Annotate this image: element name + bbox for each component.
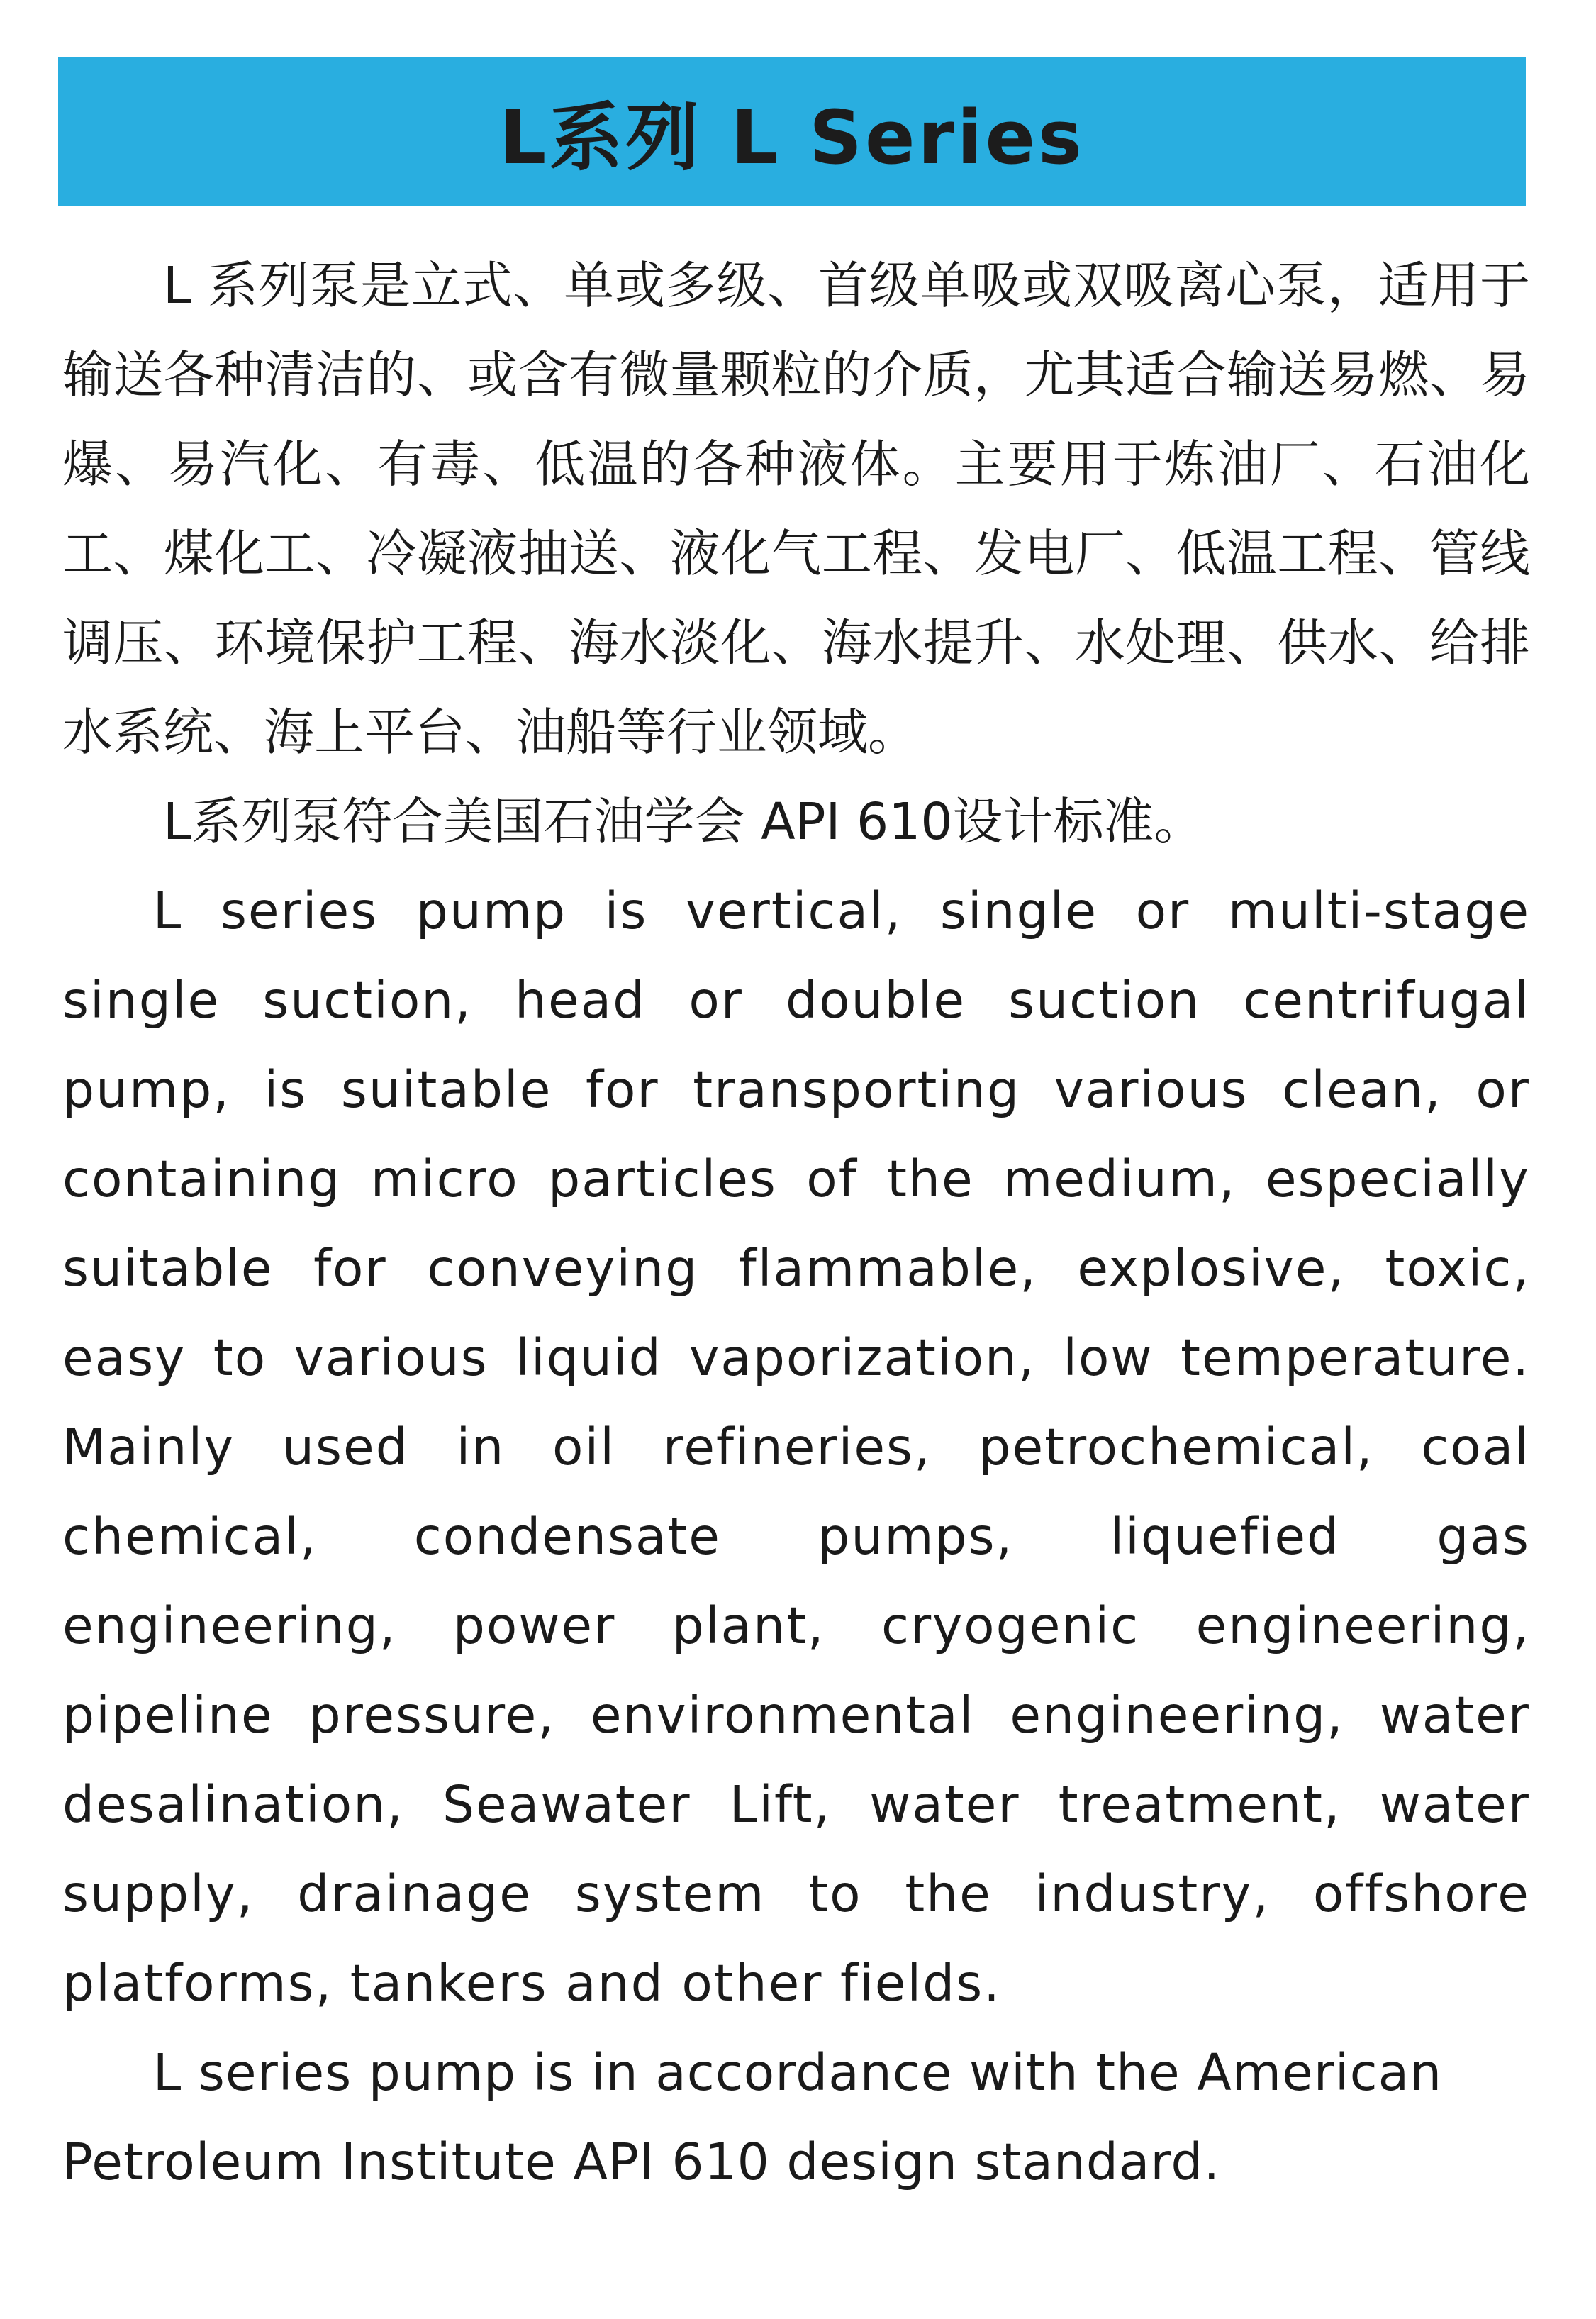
english-intro-paragraph: L series pump is vertical, single or multi-stage single suction, head or double suction centrifugal pump, is suitable for transporting various clean, or containing micro particles of the medium, especially suitable for conveying flammable, explosive, toxic, easy to various liquid vaporization, low temperature. Mainly used in oil refineries, petrochemical, coal chemical, condensate pumps, liquefied gas engineering, power plant, cryogenic engineering, pipeline pressure, environmental engineering, water desalination, Seawater Lift, water treatment, water supply, drainage system to the industry, offshore platforms, tankers and other fields.: [62, 882, 1530, 2013]
chinese-intro-paragraph: L 系列泵是立式、单或多级、首级单吸或双吸离心泵，适用于输送各种清洁的、或含有微量颗粒的介质，尤其适合输送易燃、易爆、易汽化、有毒、低温的各种液体。主要用于炼油厂、石油化工、煤化工、冷凝液抽送、液化气工程、发电厂、低温工程、管线调压、环境保护工程、海水淡化、海水提升、水处理、供水、给排水系统、海上平台、油船等行业领域。: [62, 256, 1530, 762]
english-standard-paragraph: L series pump is in accordance with the American Petroleum Institute API 610 design standard.: [62, 2043, 1443, 2191]
chinese-standard-paragraph: L系列泵符合美国石油学会 API 610设计标准。: [163, 792, 1205, 851]
title-banner: [58, 57, 1526, 206]
page-title: L系列 L Series: [499, 94, 1085, 181]
description-content: [62, 241, 1530, 2207]
